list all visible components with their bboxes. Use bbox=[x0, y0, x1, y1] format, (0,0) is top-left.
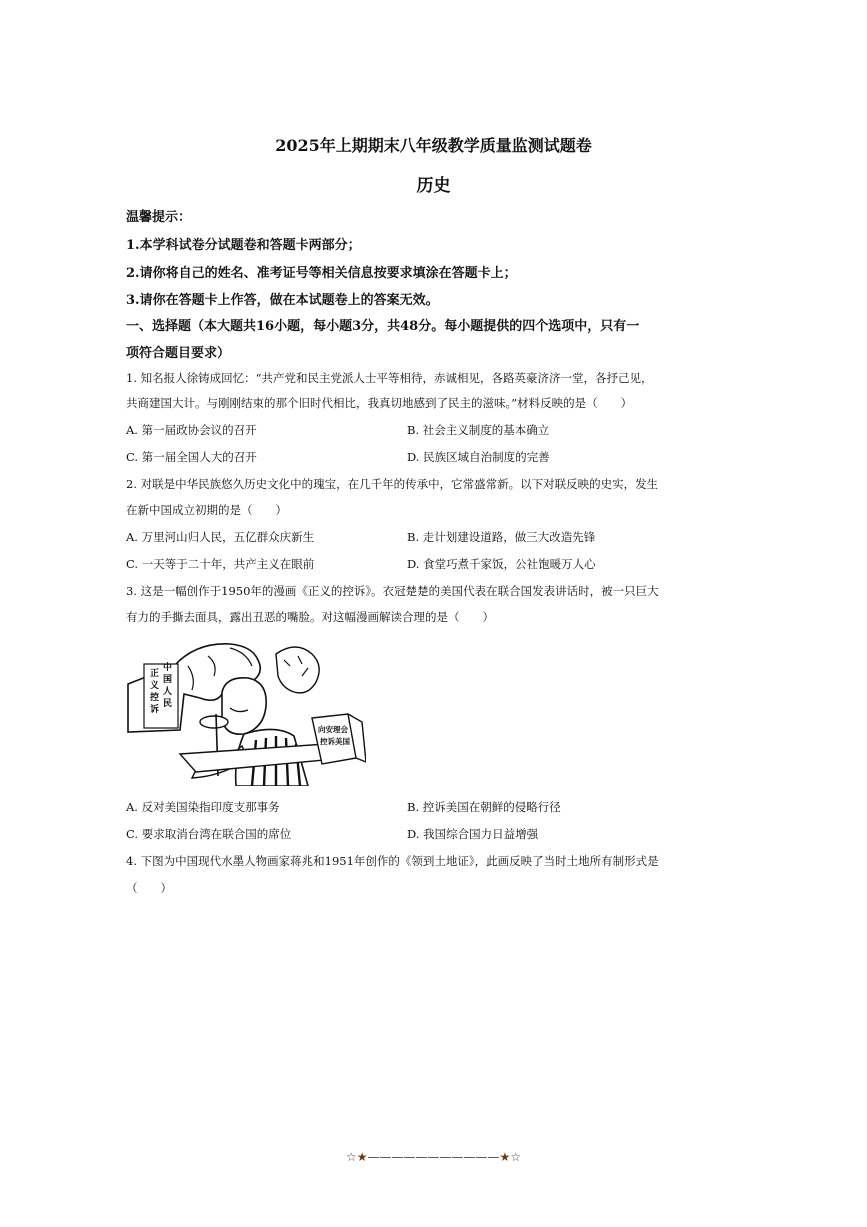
notice-item-2: 2.请你将自己的姓名、准考证号等相关信息按要求填涂在答题卡上； bbox=[126, 266, 517, 281]
page-footer-ornament: ☆★———————————★☆ bbox=[345, 1150, 522, 1164]
question-1-line-1: 1. 知名报人徐铸成回忆：“共产党和民主党派人士平等相待，赤诚相见，各路英豪济济一堂，各抒己见， bbox=[126, 371, 653, 385]
question-3-line-1: 3. 这是一幅创作于1950年的漫画《正义的控诉》。衣冠楚楚的美国代表在联合国发表讲话时，被一只巨大 bbox=[126, 584, 659, 598]
hand-label-char: 人 bbox=[163, 687, 173, 697]
question-2-option-a: A. 万里河山归人民，五亿群众庆新生 bbox=[126, 530, 315, 544]
notice-heading: 温馨提示： bbox=[126, 210, 192, 225]
section-heading-line1: 一、选择题（本大题共16小题，每小题3分，共48分。每小题提供的四个选项中，只有一 bbox=[126, 319, 640, 334]
notice-item-1: 1.本学科试卷分试题卷和答题卡两部分； bbox=[126, 238, 361, 253]
question-1-option-d: D. 民族区域自治制度的完善 bbox=[407, 450, 550, 464]
notice-item-3: 3.请你在答题卡上作答，做在本试题卷上的答案无效。 bbox=[126, 293, 439, 308]
hand-label-char: 义 bbox=[150, 681, 160, 691]
question-4-line-2: （ ） bbox=[126, 881, 172, 895]
hand-label-char: 诉 bbox=[150, 705, 160, 715]
question-2-option-d: D. 食堂巧煮千家饭，公社饱暖万人心 bbox=[407, 557, 596, 571]
hand-label-char: 正 bbox=[150, 669, 160, 679]
hand-label-char: 国 bbox=[163, 675, 173, 685]
hand-label-char: 控 bbox=[150, 693, 160, 703]
question-3-option-c: C. 要求取消台湾在联合国的席位 bbox=[126, 827, 292, 841]
question-1-option-c: C. 第一届全国人大的召开 bbox=[126, 450, 257, 464]
question-3-option-d: D. 我国综合国力日益增强 bbox=[407, 827, 539, 841]
question-3-line-2: 有力的手撕去面具，露出丑恶的嘴脸。对这幅漫画解读合理的是（ ） bbox=[126, 610, 494, 624]
book-label-line: 向安理会 bbox=[318, 725, 348, 734]
section-heading-line2: 项符合题目要求） bbox=[126, 346, 231, 361]
question-3-option-a: A. 反对美国染指印度支那事务 bbox=[126, 800, 280, 814]
hand-label-char: 中 bbox=[163, 663, 173, 673]
question-1-line-2: 共商建国大计。与刚刚结束的那个旧时代相比，我真切地感到了民主的滋味。”材料反映的是（ ） bbox=[126, 396, 633, 410]
exam-subject: 历史 bbox=[416, 176, 451, 196]
question-2-line-1: 2. 对联是中华民族悠久历史文化中的瑰宝，在几千年的传承中，它常盛常新。以下对联反映的史实，发生 bbox=[126, 477, 659, 491]
question-2-line-2: 在新中国成立初期的是（ ） bbox=[126, 503, 287, 517]
question-1-option-a: A. 第一届政协会议的召开 bbox=[126, 423, 257, 437]
book-label-line: 控诉美国 bbox=[320, 737, 350, 746]
cartoon-justice-accusation bbox=[126, 636, 366, 786]
exam-title: 2025年上期期末八年级教学质量监测试题卷 bbox=[275, 136, 592, 155]
hand-label-char: 民 bbox=[163, 699, 173, 709]
question-2-option-b: B. 走计划建设道路，做三大改造先锋 bbox=[407, 530, 596, 544]
question-2-option-c: C. 一天等于二十年，共产主义在眼前 bbox=[126, 557, 315, 571]
question-3-option-b: B. 控诉美国在朝鲜的侵略行径 bbox=[407, 800, 561, 814]
question-4-line-1: 4. 下图为中国现代水墨人物画家蒋兆和1951年创作的《领到土地证》，此画反映了当时土地所有制形式是 bbox=[126, 854, 659, 868]
question-1-option-b: B. 社会主义制度的基本确立 bbox=[407, 423, 550, 437]
